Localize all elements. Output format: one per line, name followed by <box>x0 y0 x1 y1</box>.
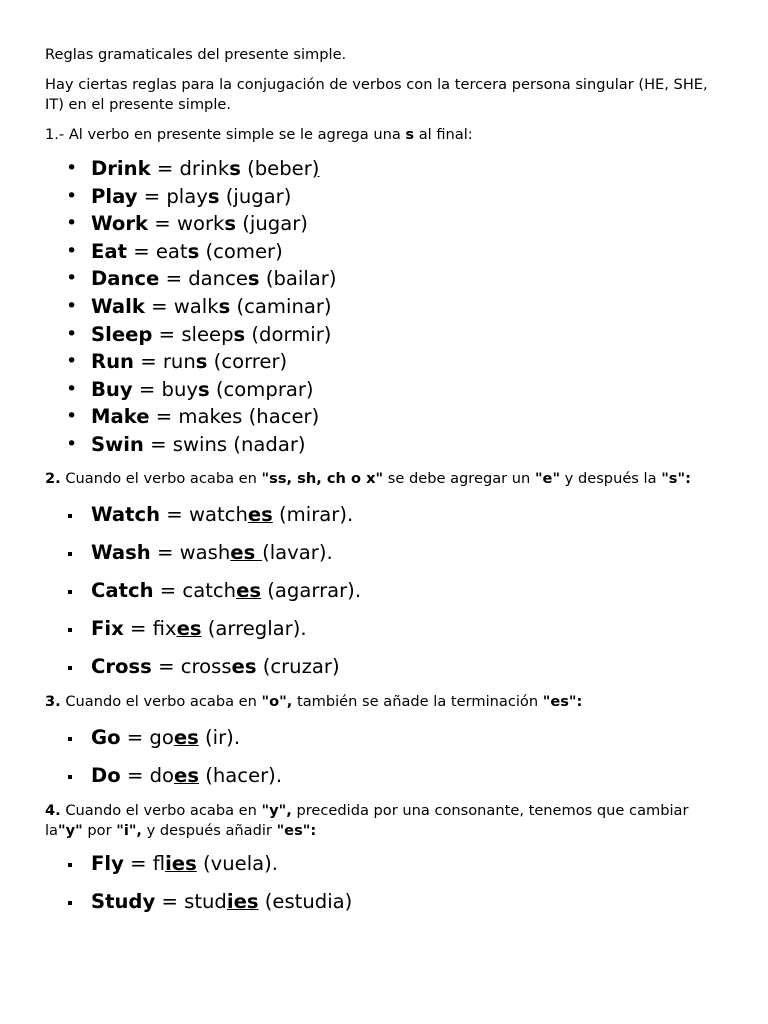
equals-sign: = <box>150 540 180 564</box>
verb-ending: es <box>176 616 202 640</box>
list-item <box>45 845 723 883</box>
bullet-icon: • <box>66 322 78 345</box>
verb-ending: s <box>207 184 220 208</box>
translation: (comprar) <box>209 377 314 401</box>
verb-stem: catch <box>182 578 237 602</box>
equals-sign: = <box>151 654 181 678</box>
verb-base: Swin <box>91 432 144 456</box>
text: también se añade la terminación <box>292 692 543 710</box>
verb-stem: buy <box>161 377 198 401</box>
list-item <box>45 572 723 610</box>
verb-stem: fl <box>152 851 166 875</box>
text: "o", <box>261 692 293 710</box>
verb-stem: go <box>149 725 174 749</box>
list-item <box>45 610 723 648</box>
text: Cuando el verbo acaba en <box>60 692 262 710</box>
bullet-icon: • <box>66 405 78 428</box>
equals-sign: = <box>132 377 162 401</box>
text: "y", <box>261 801 292 819</box>
text: Cuando el verbo acaba en <box>60 801 262 819</box>
square-bullet-icon <box>68 590 72 594</box>
translation: (beber <box>240 157 312 180</box>
text: "e" <box>534 469 561 487</box>
translation: (lavar). <box>262 540 333 564</box>
verb-stem: work <box>176 212 225 236</box>
square-bullet-icon <box>68 628 72 632</box>
list-item <box>45 376 723 404</box>
equals-sign: = <box>120 763 150 787</box>
verb-base: Catch <box>91 578 154 602</box>
rule-2-list <box>45 496 723 686</box>
list-item <box>45 648 723 686</box>
verb-base: Drink <box>91 157 151 180</box>
translation: (dormir) <box>245 322 332 346</box>
verb-base: Walk <box>91 294 145 318</box>
verb-base: Eat <box>91 239 127 263</box>
verb-ending: es <box>230 540 263 564</box>
equals-sign: = <box>143 432 173 456</box>
verb-base: Fix <box>91 616 124 640</box>
text: al final: <box>414 126 473 143</box>
bullet-icon: • <box>66 184 78 207</box>
text: "es": <box>542 692 583 710</box>
verb-ending: s <box>218 294 231 318</box>
verb-stem: makes <box>178 405 243 429</box>
verb-ending: s <box>229 157 241 180</box>
text: "i", <box>116 821 142 839</box>
verb-base: Play <box>91 184 138 208</box>
bullet-icon: • <box>66 267 78 290</box>
square-bullet-icon <box>68 552 72 556</box>
text: se debe agregar un <box>383 469 535 487</box>
verb-ending: s <box>233 322 246 346</box>
list-item <box>45 431 723 459</box>
translation: ) <box>311 157 320 180</box>
bullet-icon: • <box>66 432 78 455</box>
translation: (cruzar) <box>256 654 340 678</box>
verb-stem: wash <box>179 540 231 564</box>
equals-sign: = <box>160 502 189 526</box>
square-bullet-icon <box>68 775 72 779</box>
square-bullet-icon <box>68 514 72 518</box>
verb-base: Study <box>91 889 156 913</box>
list-item <box>45 183 723 211</box>
verb-stem: do <box>149 763 175 787</box>
verb-ending: s <box>247 267 260 291</box>
verb-stem: play <box>166 184 208 208</box>
square-bullet-icon <box>68 863 72 867</box>
verb-base: Watch <box>91 502 161 526</box>
list-item <box>45 155 723 183</box>
translation: (vuela). <box>196 851 279 875</box>
verb-ending: s <box>197 377 210 401</box>
equals-sign: = <box>134 350 163 374</box>
verb-stem: watch <box>188 502 248 526</box>
text: s <box>405 126 415 143</box>
rule-1-list <box>45 155 723 459</box>
bullet-icon: • <box>66 350 78 373</box>
square-bullet-icon <box>68 901 72 905</box>
translation: (mirar). <box>272 502 354 526</box>
equals-sign: = <box>144 294 174 318</box>
translation: (correr) <box>207 350 288 374</box>
translation: (ir). <box>198 725 241 749</box>
equals-sign: = <box>153 578 183 602</box>
verb-ending: ies <box>226 889 259 913</box>
verb-stem: fix <box>152 616 177 640</box>
translation: (nadar) <box>227 432 306 456</box>
text: por <box>82 821 117 839</box>
verb-ending: es <box>247 502 273 526</box>
translation: (agarrar). <box>261 578 362 602</box>
verb-ending: es <box>174 763 199 787</box>
translation: (comer) <box>199 239 283 263</box>
verb-ending: s <box>224 212 237 236</box>
verb-base: Buy <box>91 377 133 401</box>
text: 4. <box>45 801 61 819</box>
verb-base: Run <box>91 350 134 374</box>
rule-1-heading <box>45 125 723 145</box>
bullet-icon: • <box>66 157 78 179</box>
verb-stem: dance <box>188 267 248 291</box>
list-item <box>45 883 723 921</box>
bullet-icon: • <box>66 212 78 235</box>
list-item <box>45 534 723 572</box>
verb-stem: sleep <box>181 322 234 346</box>
rule-3-heading <box>45 692 723 712</box>
verb-ending: es <box>231 654 257 678</box>
equals-sign: = <box>123 616 153 640</box>
list-item <box>45 348 723 376</box>
text: "y" <box>58 821 83 839</box>
rule-2-heading <box>45 469 723 489</box>
verb-stem: stud <box>184 889 227 913</box>
verb-stem: swins <box>172 432 228 456</box>
translation: (arreglar). <box>201 616 307 640</box>
equals-sign: = <box>120 725 150 749</box>
text: "es": <box>276 821 317 839</box>
list-item <box>45 403 723 431</box>
verb-ending: ies <box>165 851 197 875</box>
list-item <box>45 210 723 238</box>
verb-ending: es <box>173 725 199 749</box>
verb-base: Do <box>91 763 121 787</box>
text: 2. <box>45 469 61 487</box>
intro-paragraph: Hay ciertas reglas para la conjugación de verbos con la tercera persona singular (HE, SHE, IT) en el presente simple. <box>45 76 708 113</box>
list-item <box>45 757 723 795</box>
verb-base: Make <box>91 405 150 429</box>
list-item <box>45 265 723 293</box>
verb-stem: cross <box>180 654 232 678</box>
text: "ss, sh, ch o x" <box>261 469 384 487</box>
verb-base: Wash <box>91 540 151 564</box>
rule-4-heading <box>45 801 723 841</box>
bullet-icon: • <box>66 294 78 317</box>
equals-sign: = <box>137 184 167 208</box>
text: "s": <box>661 469 691 487</box>
equals-sign: = <box>148 212 177 236</box>
text: 3. <box>45 692 61 710</box>
translation: (hacer). <box>199 763 283 787</box>
equals-sign: = <box>159 267 189 291</box>
equals-sign: = <box>152 322 182 346</box>
equals-sign: = <box>149 405 179 429</box>
verb-ending: s <box>187 239 200 263</box>
verb-base: Sleep <box>91 322 153 346</box>
verb-ending: es <box>236 578 262 602</box>
rule-3-list <box>45 719 723 795</box>
verb-base: Go <box>91 725 121 749</box>
verb-base: Fly <box>91 851 124 875</box>
translation: (jugar) <box>236 212 308 236</box>
list-item <box>45 496 723 534</box>
verb-base: Dance <box>91 267 160 291</box>
equals-sign: = <box>126 239 156 263</box>
equals-sign: = <box>155 889 185 913</box>
equals-sign: = <box>123 851 153 875</box>
verb-stem: drink <box>179 157 230 180</box>
translation: (hacer) <box>242 405 320 429</box>
text: y después la <box>560 469 662 487</box>
translation: (bailar) <box>259 267 337 291</box>
verb-stem: walk <box>173 294 219 318</box>
square-bullet-icon <box>68 737 72 741</box>
text: Cuando el verbo acaba en <box>60 469 262 487</box>
text: y después añadir <box>141 821 277 839</box>
bullet-icon: • <box>66 377 78 400</box>
list-item <box>45 293 723 321</box>
translation: (jugar) <box>219 184 292 208</box>
rule-4-list <box>45 845 723 921</box>
translation: (estudia) <box>258 889 353 913</box>
verb-stem: eat <box>155 239 188 263</box>
list-item <box>45 238 723 266</box>
verb-ending: s <box>195 350 208 374</box>
verb-stem: run <box>162 350 196 374</box>
verb-base: Work <box>91 212 149 236</box>
list-item <box>45 719 723 757</box>
text: precedida por una consonante, tenemos que cambiar la <box>45 801 689 839</box>
equals-sign: = <box>150 157 180 180</box>
bullet-icon: • <box>66 239 78 262</box>
page-title: Reglas gramaticales del presente simple. <box>45 46 347 63</box>
translation: (caminar) <box>230 294 332 318</box>
square-bullet-icon <box>68 666 72 670</box>
list-item <box>45 321 723 349</box>
text: 1.- Al verbo en presente simple se le agrega una <box>45 126 406 143</box>
verb-base: Cross <box>91 654 152 678</box>
